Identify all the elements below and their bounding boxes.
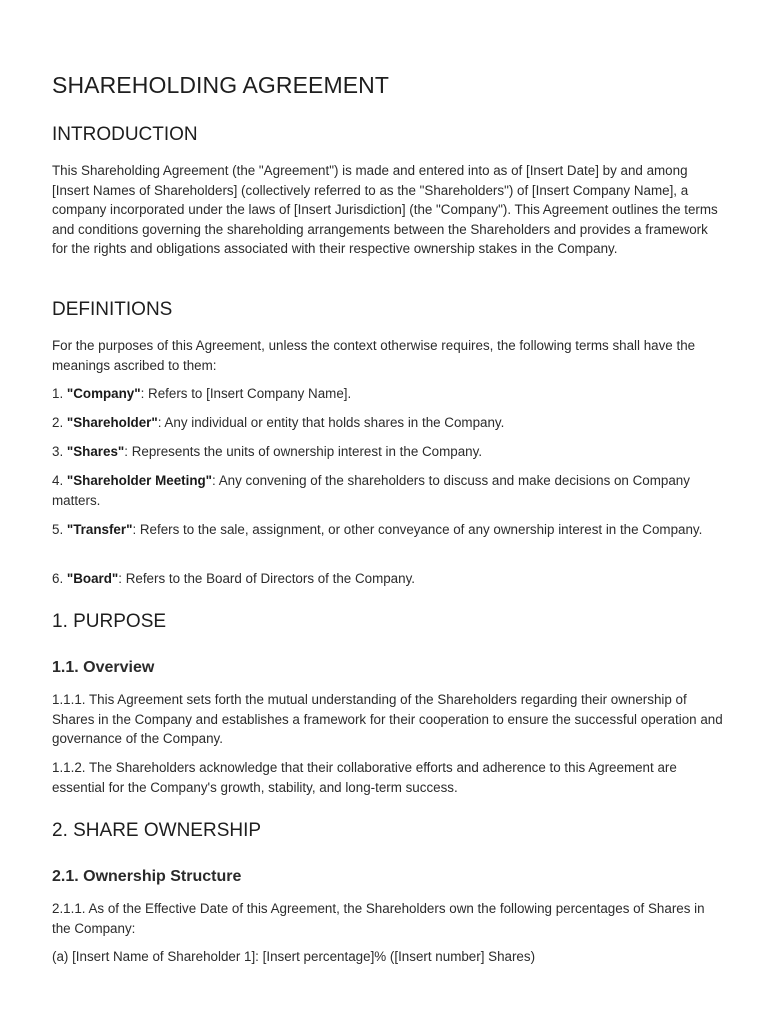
- definition-item: [52, 471, 724, 510]
- definition-number: 1.: [52, 386, 67, 401]
- definition-item: [52, 384, 724, 404]
- definition-text: : Any individual or entity that holds shares in the Company.: [157, 415, 505, 430]
- definition-number: 4.: [52, 473, 67, 488]
- definition-number: 3.: [52, 444, 67, 459]
- definition-text: : Any convening of the shareholders to discuss and make decisions on Company matters.: [52, 473, 690, 508]
- definition-number: 2.: [52, 415, 67, 430]
- introduction-paragraph: This Shareholding Agreement (the "Agreement") is made and entered into as of [Insert Date] by and among [Insert Names of Shareholders] (collectively referred to as the "Shareholders") of [Insert Company Name], a company incorporated under the laws of [Insert Jurisdiction] (the "Company"). This Agreement outlines the terms and conditions governing the shareholding arrangements between the Shareholders and provides a framework for the rights and obligations associated with their respective ownership stakes in the Company.: [52, 163, 718, 256]
- definition-text: : Refers to the sale, assignment, or other conveyance of any ownership interest in the Company.: [132, 522, 703, 537]
- definition-term: "Transfer": [66, 522, 133, 537]
- ownership-structure-heading: 2.1. Ownership Structure: [52, 868, 242, 885]
- document-title: SHAREHOLDING AGREEMENT: [52, 72, 390, 98]
- definition-text: : Represents the units of ownership interest in the Company.: [124, 444, 483, 459]
- definition-term: "Board": [66, 571, 119, 586]
- paragraph-2-1-1: 2.1.1. As of the Effective Date of this Agreement, the Shareholders own the following percentages of Shares in the Company:: [52, 901, 705, 936]
- paragraph-1-1-1: 1.1.1. This Agreement sets forth the mutual understanding of the Shareholders regarding their ownership of Shares in the Company and establishes a framework for their cooperation to ensure the successful operation and governance of the Company.: [52, 692, 723, 746]
- definition-term: "Shareholder Meeting": [66, 473, 213, 488]
- share-ownership-heading: 2. SHARE OWNERSHIP: [52, 820, 262, 841]
- definition-item: [52, 520, 724, 540]
- definition-number: 6.: [52, 571, 67, 586]
- definition-term: "Shareholder": [66, 415, 158, 430]
- definition-item: [52, 413, 724, 433]
- definition-text: : Refers to [Insert Company Name].: [140, 386, 352, 401]
- paragraph-2-1-a: (a) [Insert Name of Shareholder 1]: [Insert percentage]% ([Insert number] Shares): [52, 949, 536, 964]
- definition-text: : Refers to the Board of Directors of the Company.: [118, 571, 415, 586]
- definition-item: [52, 442, 724, 462]
- introduction-heading: INTRODUCTION: [52, 124, 198, 145]
- definitions-intro: For the purposes of this Agreement, unless the context otherwise requires, the following terms shall have the meanings ascribed to them:: [52, 338, 696, 373]
- definition-item: [52, 569, 724, 589]
- definition-term: "Company": [66, 386, 141, 401]
- overview-heading: 1.1. Overview: [52, 659, 155, 676]
- definitions-heading: DEFINITIONS: [52, 299, 173, 320]
- purpose-heading: 1. PURPOSE: [52, 611, 167, 632]
- definition-number: 5.: [52, 522, 67, 537]
- definition-term: "Shares": [66, 444, 125, 459]
- paragraph-1-1-2: 1.1.2. The Shareholders acknowledge that their collaborative efforts and adherence to this Agreement are essential for the Company's growth, stability, and long-term success.: [52, 760, 677, 795]
